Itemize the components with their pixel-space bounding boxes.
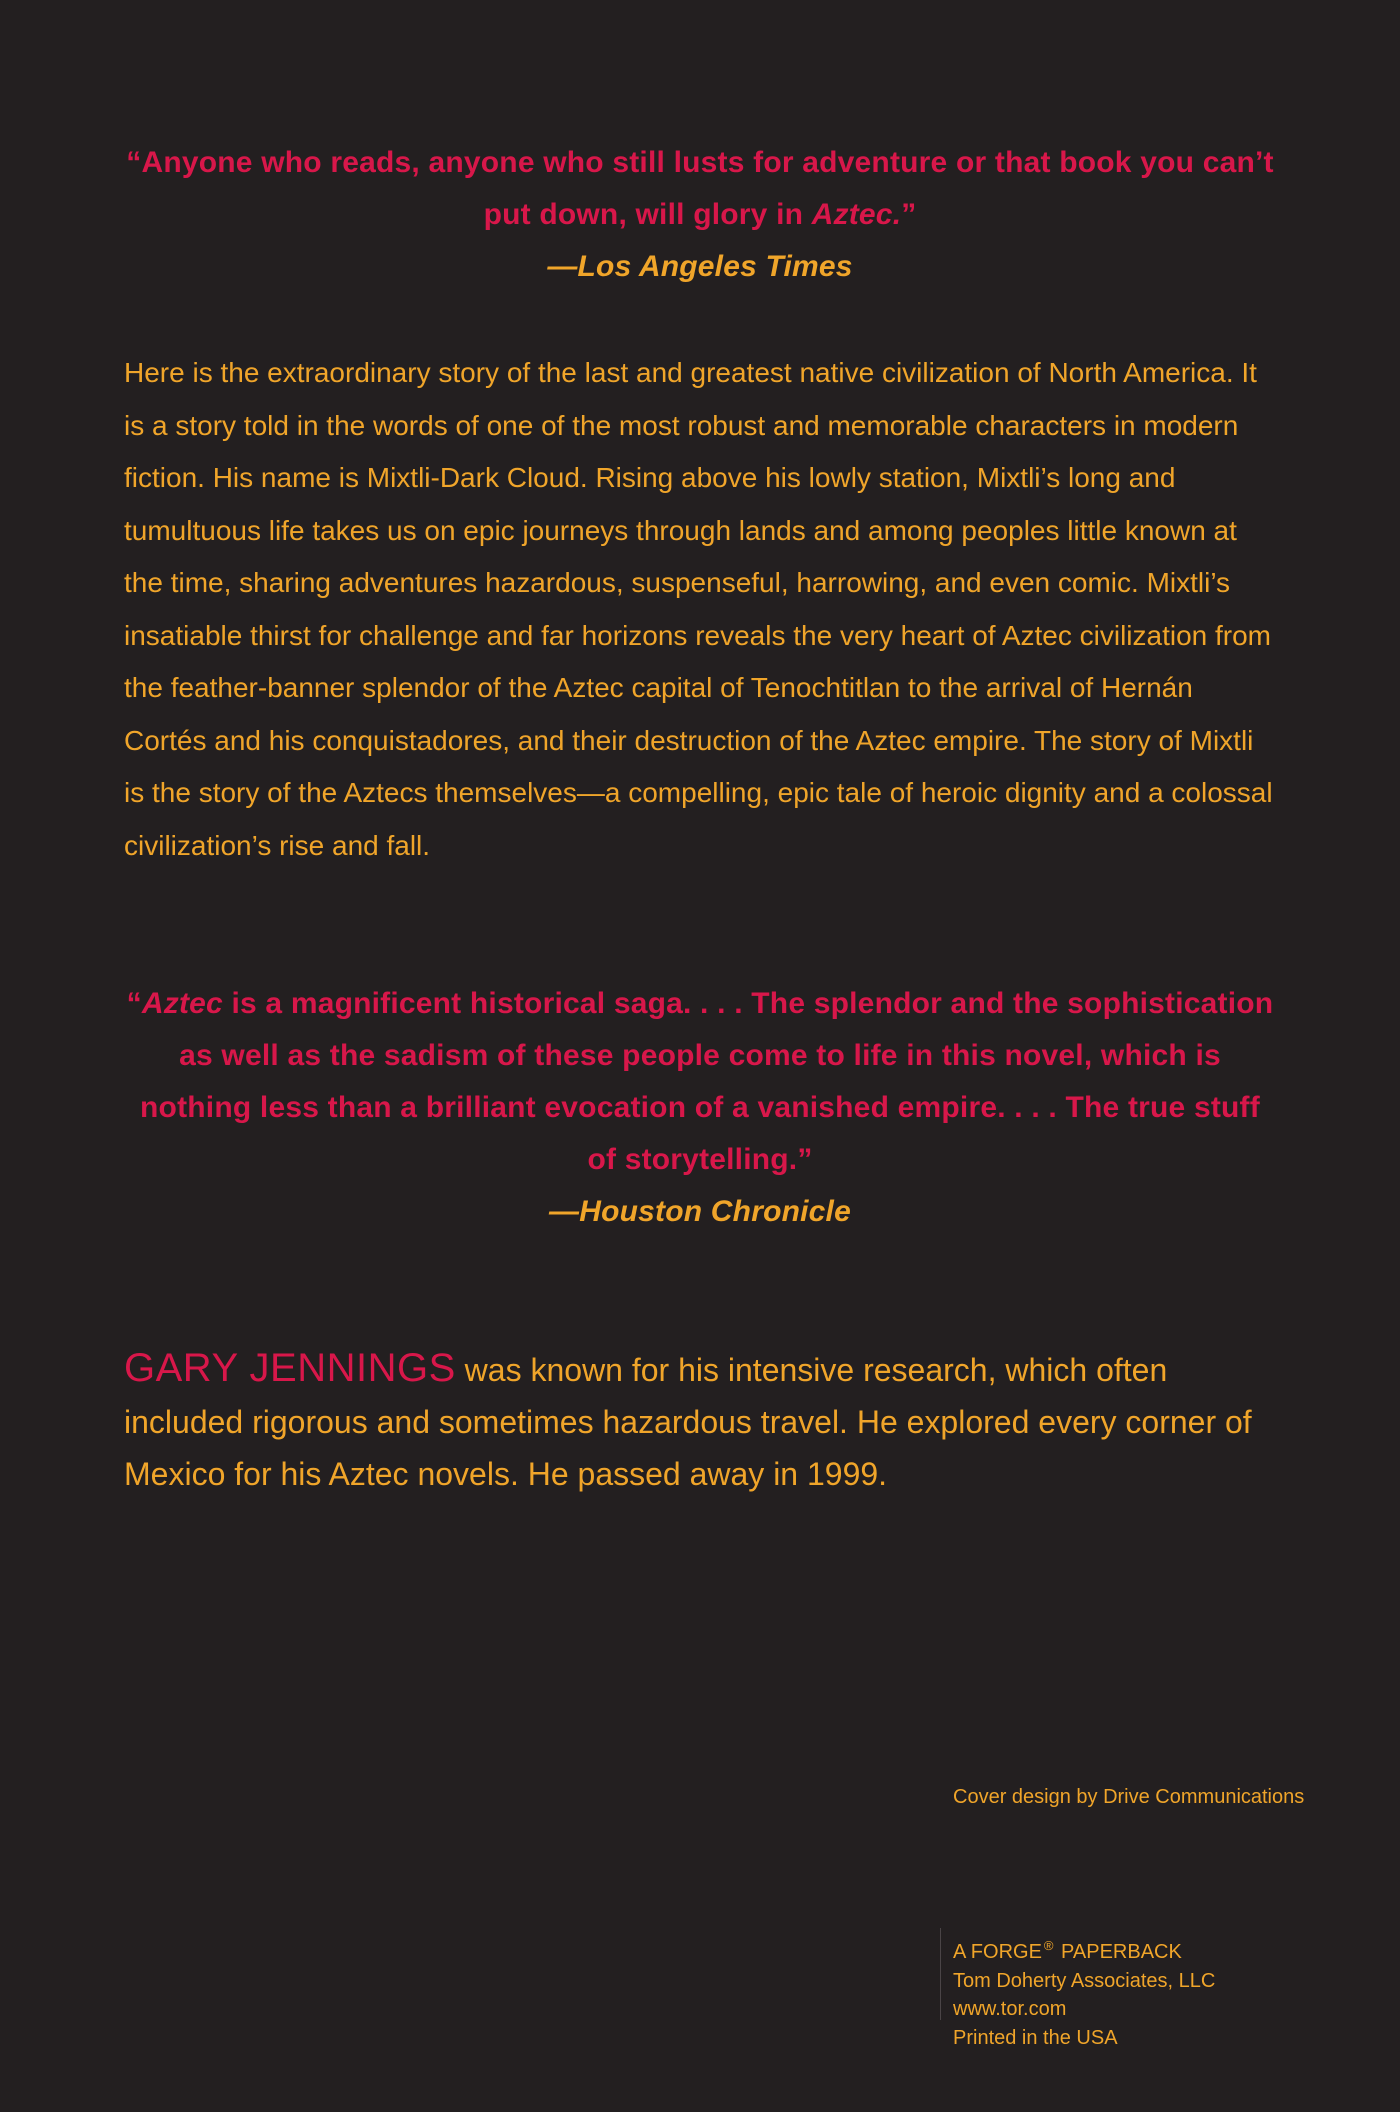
imprint-name: A FORGE — [953, 1941, 1042, 1963]
quote-text: is a magnificent historical saga. . . . The splendor and the sophistication as well as the sadism of these people come to life in this novel, which is nothing less than a brilliant evocation of a vanished empire. . . . The true stuff of storytelling.” — [140, 987, 1274, 1176]
publisher-company: Tom Doherty Associates, LLC — [953, 1969, 1216, 1992]
book-title: Aztec — [141, 987, 223, 1020]
quote-attribution: —Houston Chronicle — [549, 1195, 851, 1228]
author-bio-text: was known for his intensive research, which often included rigorous and sometimes hazardous travel. He explored every corner of Mexico for his Aztec novels. He passed away in 1999. — [124, 1352, 1252, 1492]
review-quote-houston-chronicle — [124, 978, 1276, 1238]
quote-close: ” — [901, 198, 917, 231]
quote-attribution: —Los Angeles Times — [547, 250, 853, 283]
printed-location: Printed in the USA — [953, 2026, 1118, 2049]
publisher-website: www.tor.com — [953, 1998, 1067, 2020]
review-quote-los-angeles-times — [124, 137, 1276, 293]
book-title: Aztec. — [811, 198, 902, 231]
imprint-format: PAPERBACK — [1055, 1941, 1182, 1963]
publisher-divider — [940, 1928, 941, 2020]
registered-mark: ® — [1043, 1938, 1054, 1953]
author-bio — [124, 1342, 1276, 1500]
cover-credit: Cover design by Drive Communications — [953, 1786, 1305, 1808]
book-description: Here is the extraordinary story of the last and greatest native civilization of North America. It is a story told in the words of one of the most robust and memorable characters in modern fiction. His name is Mixtli-Dark Cloud. Rising above his lowly station, Mixtli’s long and tumultuous life takes us on epic journeys through lands and among peoples little known at the time, sharing adventures hazardous, suspenseful, harrowing, and even comic. Mixtli’s insatiable thirst for challenge and far horizons reveals the very heart of Aztec civilization from the feather-banner splendor of the Aztec capital of Tenochtitlan to the arrival of Hernán Cortés and his conquistadores, and their destruction of the Aztec empire. The story of Mixtli is the story of the Aztecs themselves—a compelling, epic tale of heroic dignity and a colossal civilization’s rise and fall. — [124, 357, 1273, 861]
publisher-info — [953, 1932, 1215, 2052]
quote-text: “Anyone who reads, anyone who still lusts for adventure or that book you can’t put down, will glory in — [126, 146, 1274, 231]
author-name: GARY JENNINGS — [124, 1346, 456, 1390]
imprint-line — [953, 1932, 1215, 1967]
quote-open: “ — [126, 987, 142, 1020]
